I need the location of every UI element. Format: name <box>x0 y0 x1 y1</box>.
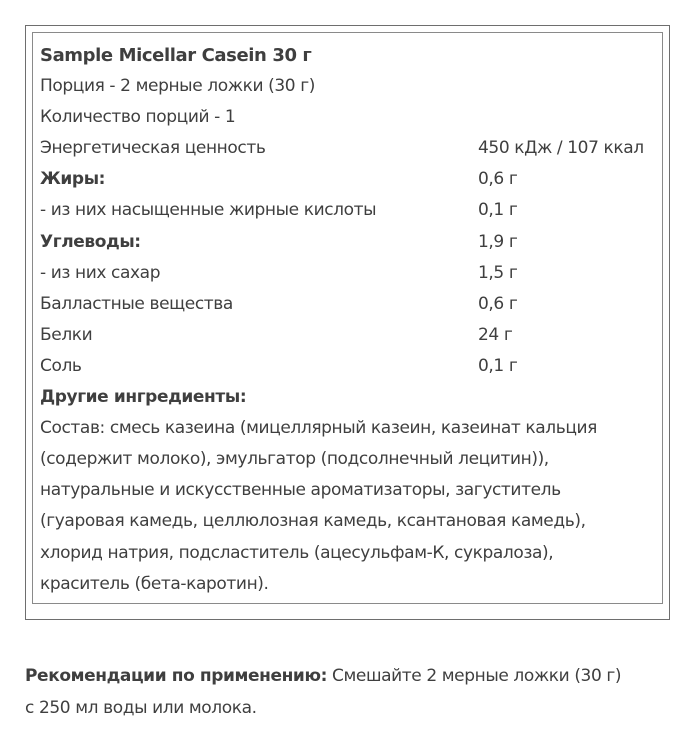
nutrition-row-energy <box>40 133 662 164</box>
nutrition-table <box>32 32 663 604</box>
nutrient-value: 1,5 г <box>478 262 518 283</box>
nutrient-label: - из них сахар <box>40 262 161 283</box>
ingredients-line: (гуаровая камедь, целлюлозная камедь, ксантановая камедь), <box>40 511 586 532</box>
ingredients-text <box>40 413 662 600</box>
nutrient-value: 0,1 г <box>478 355 518 376</box>
ingredients-line: хлорид натрия, подсластитель (ацесульфам-К, сукралоза), <box>40 542 554 563</box>
nutrient-value: 0,6 г <box>478 169 518 190</box>
usage-text-2: с 250 мл воды или молока. <box>25 698 257 718</box>
product-title-row <box>40 40 662 71</box>
nutrient-value: 0,1 г <box>478 200 518 221</box>
nutrient-label: Балластные вещества <box>40 293 233 314</box>
nutrient-label: Жиры: <box>40 169 106 190</box>
ingredients-heading-row <box>40 382 662 413</box>
ingredients-line: (содержит молоко), эмульгатор (подсолнечный лецитин)), <box>40 449 549 470</box>
nutrition-row-fiber <box>40 289 662 320</box>
ingredients-line: краситель (бета-каротин). <box>40 573 269 594</box>
serving-row <box>40 71 662 102</box>
nutrient-label: Белки <box>40 324 93 345</box>
ingredients-line: Состав: смесь казеина (мицеллярный казеин, казеинат кальция <box>40 418 597 439</box>
usage-text-1: Смешайте 2 мерные ложки (30 г) <box>326 666 622 686</box>
usage-recommendations <box>25 660 695 724</box>
nutrition-row-salt <box>40 351 662 382</box>
nutrient-label: - из них насыщенные жирные кислоты <box>40 200 377 221</box>
nutrient-label: Энергетическая ценность <box>40 138 266 159</box>
nutrition-row-protein <box>40 320 662 351</box>
servings-count: Количество порций - 1 <box>40 107 236 128</box>
ingredients-heading: Другие ингредиенты: <box>40 387 247 408</box>
servings-count-row <box>40 102 662 133</box>
nutrient-label: Соль <box>40 355 82 376</box>
nutrient-value: 0,6 г <box>478 293 518 314</box>
ingredients-line: натуральные и искусственные ароматизаторы, загуститель <box>40 480 561 501</box>
nutrient-label: Углеводы: <box>40 231 141 252</box>
product-title: Sample Micellar Casein 30 г <box>40 45 312 66</box>
nutrient-value: 450 кДж / 107 ккал <box>478 138 644 159</box>
nutrition-row-saturated-fat <box>40 195 662 226</box>
nutrition-row-fat <box>40 164 662 195</box>
nutrition-row-carbohydrates <box>40 227 662 258</box>
usage-line-1 <box>25 660 695 692</box>
nutrition-row-sugar <box>40 258 662 289</box>
nutrient-value: 1,9 г <box>478 231 518 252</box>
usage-label: Рекомендации по применению: <box>25 666 327 686</box>
nutrient-value: 24 г <box>478 324 513 345</box>
serving-size: Порция - 2 мерные ложки (30 г) <box>40 76 315 97</box>
